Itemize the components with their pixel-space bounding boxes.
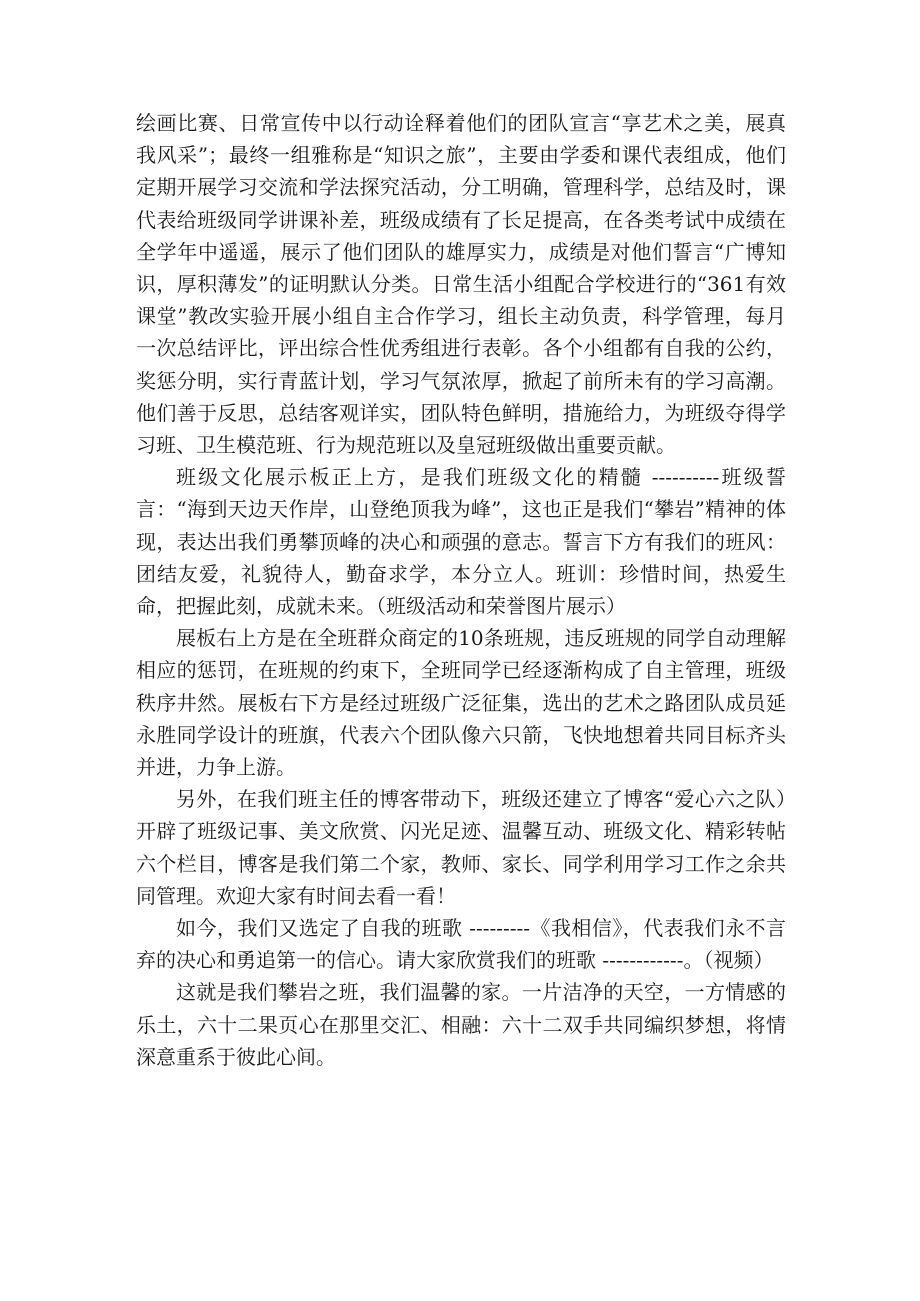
document-body <box>136 107 786 1073</box>
paragraph-1: 绘画比赛、日常宣传中以行动诠释着他们的团队宣言“享艺术之美，展真我风采”；最终一组雅称是“知识之旅”，主要由学委和课代表组成，他们定期开展学习交流和学法探究活动，分工明确，管理科学，总结及时，课代表给班级同学讲课补差，班级成绩有了长足提高，在各类考试中成绩在全学年中遥遥，展示了他们团队的雄厚实力，成绩是对他们誓言“广博知识，厚积薄发”的证明默认分类。日常生活小组配合学校进行的“361有效课堂”教改实验开展小组自主合作学习，组长主动负责，科学管理，每月一次总结评比，评出综合性优秀组进行表彰。各个小组都有自我的公约，奖惩分明，实行青蓝计划，学习气氛浓厚，掀起了前所未有的学习高潮。他们善于反思，总结客观详实，团队特色鲜明，措施给力，为班级夺得学习班、卫生模范班、行为规范班以及皇冠班级做出重要贡献。 <box>136 111 786 458</box>
paragraph-5: 如今，我们又选定了自我的班歌 ---------《我相信》，代表我们永不言弃的决心和勇追第一的信心。请大家欣赏我们的班歌 ------------。（视频） <box>136 916 786 973</box>
paragraph-3: 展板右上方是在全班群众商定的10条班规，违反班规的同学自动理解相应的惩罚，在班规的约束下，全班同学已经逐渐构成了自主管理，班级秩序井然。展板右下方是经过班级广泛征集，选出的艺术之路团队成员延永胜同学设计的班旗，代表六个团队像六只箭，飞快地想着共同目标齐头并进，力争上游。 <box>136 626 786 780</box>
paragraph-6: 这就是我们攀岩之班，我们温馨的家。一片洁净的天空，一方情感的乐土，六十二果页心在那里交汇、相融：六十二双手共同编织梦想，将情深意重系于彼此心间。 <box>136 980 786 1069</box>
paragraph-4: 另外，在我们班主任的博客带动下，班级还建立了博客“爱心六之队）开辟了班级记事、美文欣赏、闪光足迹、温馨互动、班级文化、精彩转帖六个栏目，博客是我们第二个家，教师、家长、同学利用学习工作之余共同管理。欢迎大家有时间去看一看！ <box>136 787 786 908</box>
paragraph-2: 班级文化展示板正上方，是我们班级文化的精髓 ----------班级誓言：“海到天边天作岸，山登绝顶我为峰”，这也正是我们“攀岩”精神的体现，表达出我们勇攀顶峰的决心和顽强的意志。誓言下方有我们的班风：团结友爱，礼貌待人，勤奋求学，本分立人。班训：珍惜时间，热爱生命，把握此刻，成就未来。（班级活动和荣誉图片展示） <box>136 465 786 619</box>
